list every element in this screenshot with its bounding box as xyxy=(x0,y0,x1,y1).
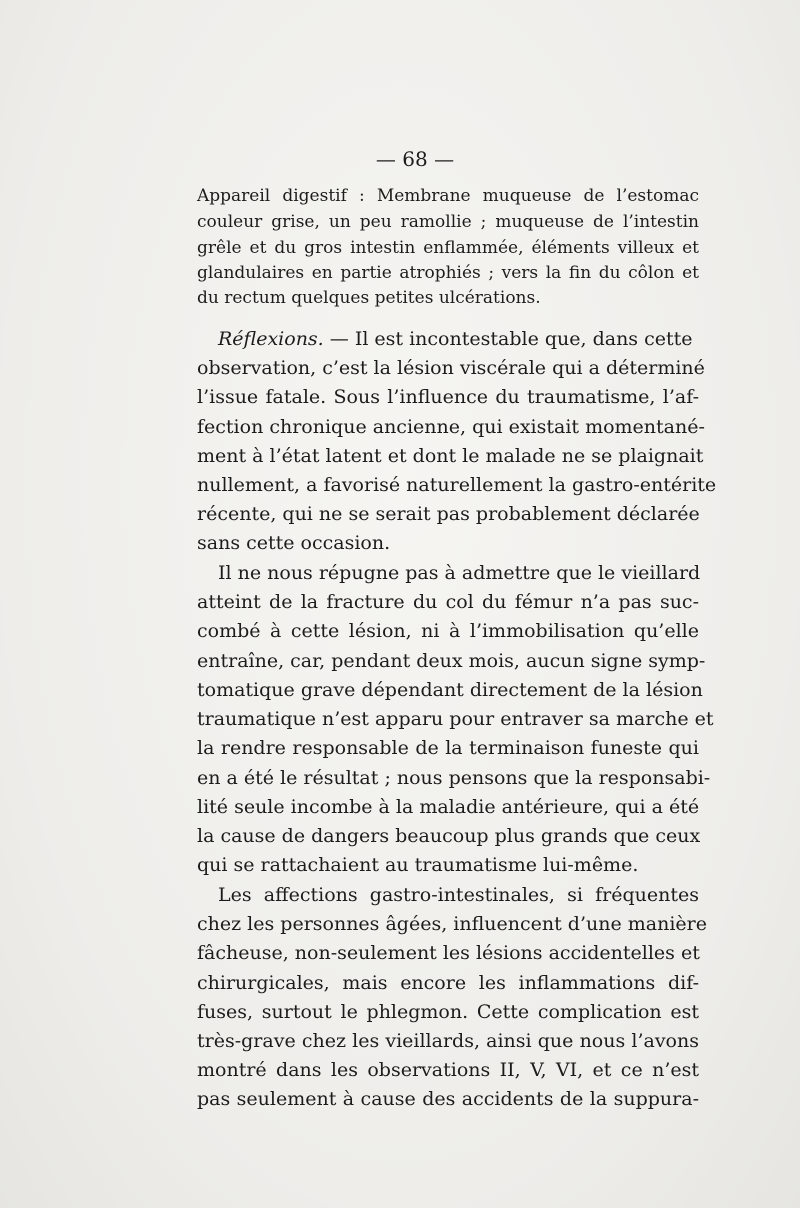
reflexions-heading: Réflexions. xyxy=(218,328,324,350)
paragraph-2-line-2: observation, c’est la lésion viscérale qui a déterminé xyxy=(197,357,705,379)
paragraph-3-line-11: qui se rattachaient au traumatisme lui-même. xyxy=(197,854,639,876)
paragraph-4-line-5: fuses, surtout le phlegmon. Cette complication est xyxy=(197,1001,699,1023)
paragraph-2-line-4: fection chronique ancienne, qui existait momentané- xyxy=(197,416,705,438)
paragraph-1-line-1: Appareil digestif : Membrane muqueuse de l’estomac xyxy=(197,186,699,206)
paragraph-3-line-9: lité seule incombe à la maladie antérieure, qui a été xyxy=(197,796,700,818)
paragraph-4-line-7: montré dans les observations II, V, VI, et ce n’est xyxy=(197,1059,699,1081)
paragraph-4-line-3: fâcheuse, non-seulement les lésions accidentelles et xyxy=(197,942,700,964)
paragraph-1-line-2: couleur grise, un peu ramollie ; muqueuse de l’intestin xyxy=(197,212,699,232)
paragraph-3-line-7: la rendre responsable de la terminaison funeste qui xyxy=(197,737,699,759)
paragraph-4-line-1: Les affections gastro-intestinales, si fréquentes xyxy=(218,884,699,906)
paragraph-1-line-3: grêle et du gros intestin enflammée, éléments villeux et xyxy=(197,238,699,258)
paragraph-1-line-4: glandulaires en partie atrophiés ; vers la fin du côlon et xyxy=(197,263,699,283)
paragraph-4-line-2: chez les personnes âgées, influencent d’une manière xyxy=(197,913,707,935)
paragraph-3-line-10: la cause de dangers beaucoup plus grands que ceux xyxy=(197,825,701,847)
paragraph-2-line-5: ment à l’état latent et dont le malade ne se plaignait xyxy=(197,445,704,467)
paragraph-2-line-1-text: — Il est incontestable que, dans cette xyxy=(323,328,693,350)
paragraph-4-line-4: chirurgicales, mais encore les inflammations dif- xyxy=(197,972,699,994)
paragraph-4-line-6: très-grave chez les vieillards, ainsi que nous l’avons xyxy=(197,1030,699,1052)
paragraph-2-line-6: nullement, a favorisé naturellement la gastro-entérite xyxy=(197,474,717,496)
paragraph-3-line-6: traumatique n’est apparu pour entraver sa marche et xyxy=(197,708,714,730)
paragraph-2-line-7: récente, qui ne se serait pas probablement déclarée xyxy=(197,503,700,525)
paragraph-3-line-8: en a été le résultat ; nous pensons que la responsabi- xyxy=(197,767,711,789)
paragraph-3-line-1: Il ne nous répugne pas à admettre que le vieillard xyxy=(218,562,701,584)
paragraph-2-line-1 xyxy=(218,326,699,352)
paragraph-3-line-2: atteint de la fracture du col du fémur n’a pas suc- xyxy=(197,591,699,613)
paragraph-2-line-3: l’issue fatale. Sous l’influence du traumatisme, l’af- xyxy=(197,386,699,408)
paragraph-3-line-5: tomatique grave dépendant directement de la lésion xyxy=(197,679,703,701)
paragraph-1-line-5: du rectum quelques petites ulcérations. xyxy=(197,288,541,308)
paragraph-2-line-8: sans cette occasion. xyxy=(197,532,391,554)
page-number: — 68 — xyxy=(375,147,455,171)
paragraph-3-line-4: entraîne, car, pendant deux mois, aucun signe symp- xyxy=(197,650,706,672)
paragraph-3-line-3: combé à cette lésion, ni à l’immobilisation qu’elle xyxy=(197,620,699,642)
paragraph-4-line-8: pas seulement à cause des accidents de la suppura- xyxy=(197,1088,699,1110)
